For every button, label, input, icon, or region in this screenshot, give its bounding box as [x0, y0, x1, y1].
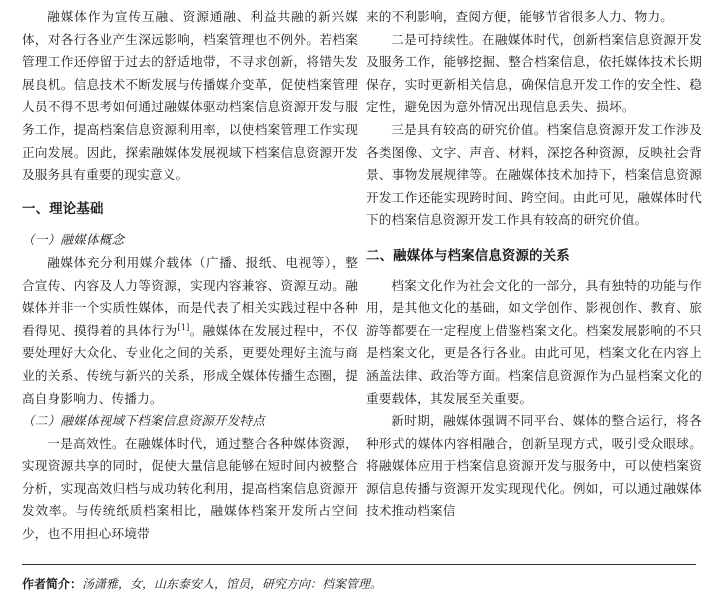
intro-paragraph: 融媒体作为宣传互融、资源通融、利益共融的新兴媒体，对各行各业产生深远影响，档案管理也不例外。若档案管理工作还停留于过去的舒适地带，不寻求创新，将错失发展良机。信息技术不断发展与传播媒介变革，促使档案管理人员不得不思考如何通过融媒体驱动档案信息资源开发与服务工作，提高档案信息资源利用率，以使档案管理工作实现正向发展。因此，探索融媒体发展视域下档案信息资源开发及服务具有重要的现实意义。: [22, 9, 358, 183]
author-footnote: [22, 564, 696, 593]
subsection-heading-concept: （一）融媒体概念: [22, 232, 125, 248]
features-paragraph: 一是高效性。在融媒体时代，通过整合各种媒体资源，实现资源共享的同时，促使大量信息能够在短时间内被整合分析，实现高效归档与成功转化利用，提高档案信息资源开发效率。与传统纸质档案相比，融媒体档案开发所占空间少，也不用担心环境带: [22, 435, 358, 542]
concept-text-after-ref: 。融媒体在发展过程中，不仅要处理好大众化、专业化之间的关系，更要处理好主流与商业的关系、传统与新兴的关系，形成全媒体传播生态圈，提高自身影响力、传播力。: [22, 322, 358, 406]
right-column: [366, 6, 702, 523]
concept-text-before-ref: 融媒体充分利用媒介载体（广播、报纸、电视等），整合宣传、内容及人力等资源，实现内容兼容、资源互动。融媒体并非一个实质性媒体，而是代表了相关实践过程中各种看得见、摸得着的具体行为: [22, 254, 358, 338]
author-label: 作者简介：: [22, 577, 83, 591]
author-info: 汤潇雅，女，山东泰安人，馆员，研究方向：档案管理。: [82, 577, 383, 591]
citation-ref: [1]: [177, 322, 190, 332]
section-heading-theory: 一、理论基础: [22, 201, 104, 217]
new-era-paragraph: 新时期，融媒体强调不同平台、媒体的整合运行，将各种形式的媒体内容相融合，创新呈现方式，吸引受众眼球。将融媒体应用于档案信息资源开发与服务中，可以使档案资源信息传播与资源开发实现现代化。例如，可以通过融媒体技术推动档案信: [366, 413, 702, 519]
research-value-paragraph: 三是具有较高的研究价值。档案信息资源开发工作涉及各类图像、文字、声音、材料，深挖各种资源，反映社会背景、事物发展规律等。在融媒体技术加持下，档案信息资源开发工作还能实现跨时间、跨空间。由此可见，融媒体时代下的档案信息资源开发工作具有较高的研究价值。: [366, 121, 702, 228]
left-column: [22, 6, 358, 546]
sustainability-paragraph: 二是可持续性。在融媒体时代，创新档案信息资源开发及服务工作，能够挖掘、整合档案信息，依托媒体技术长期保存，实时更新相关信息，确保信息开发工作的安全性、稳定性，避免因为意外情况出现信息丢失、损坏。: [366, 31, 702, 115]
subsection-heading-features: （二）融媒体视域下档案信息资源开发特点: [22, 413, 266, 429]
concept-paragraph: [22, 252, 358, 410]
archive-culture-paragraph: 档案文化作为社会文化的一部分，具有独特的功能与作用，是其他文化的基础，如文学创作、影视创作、教育、旅游等都要在一定程度上借鉴档案文化。档案发展影响的不只是档案文化，更是各行各业。由此可见，档案文化在内容上涵盖法律、政治等方面。档案信息资源作为凸显档案文化的重要载体，其发展至关重要。: [366, 277, 702, 406]
continuation-paragraph: 来的不利影响，查阅方便，能够节省很多人力、物力。: [366, 9, 674, 24]
section-heading-relationship: 二、融媒体与档案信息资源的关系: [366, 248, 570, 264]
